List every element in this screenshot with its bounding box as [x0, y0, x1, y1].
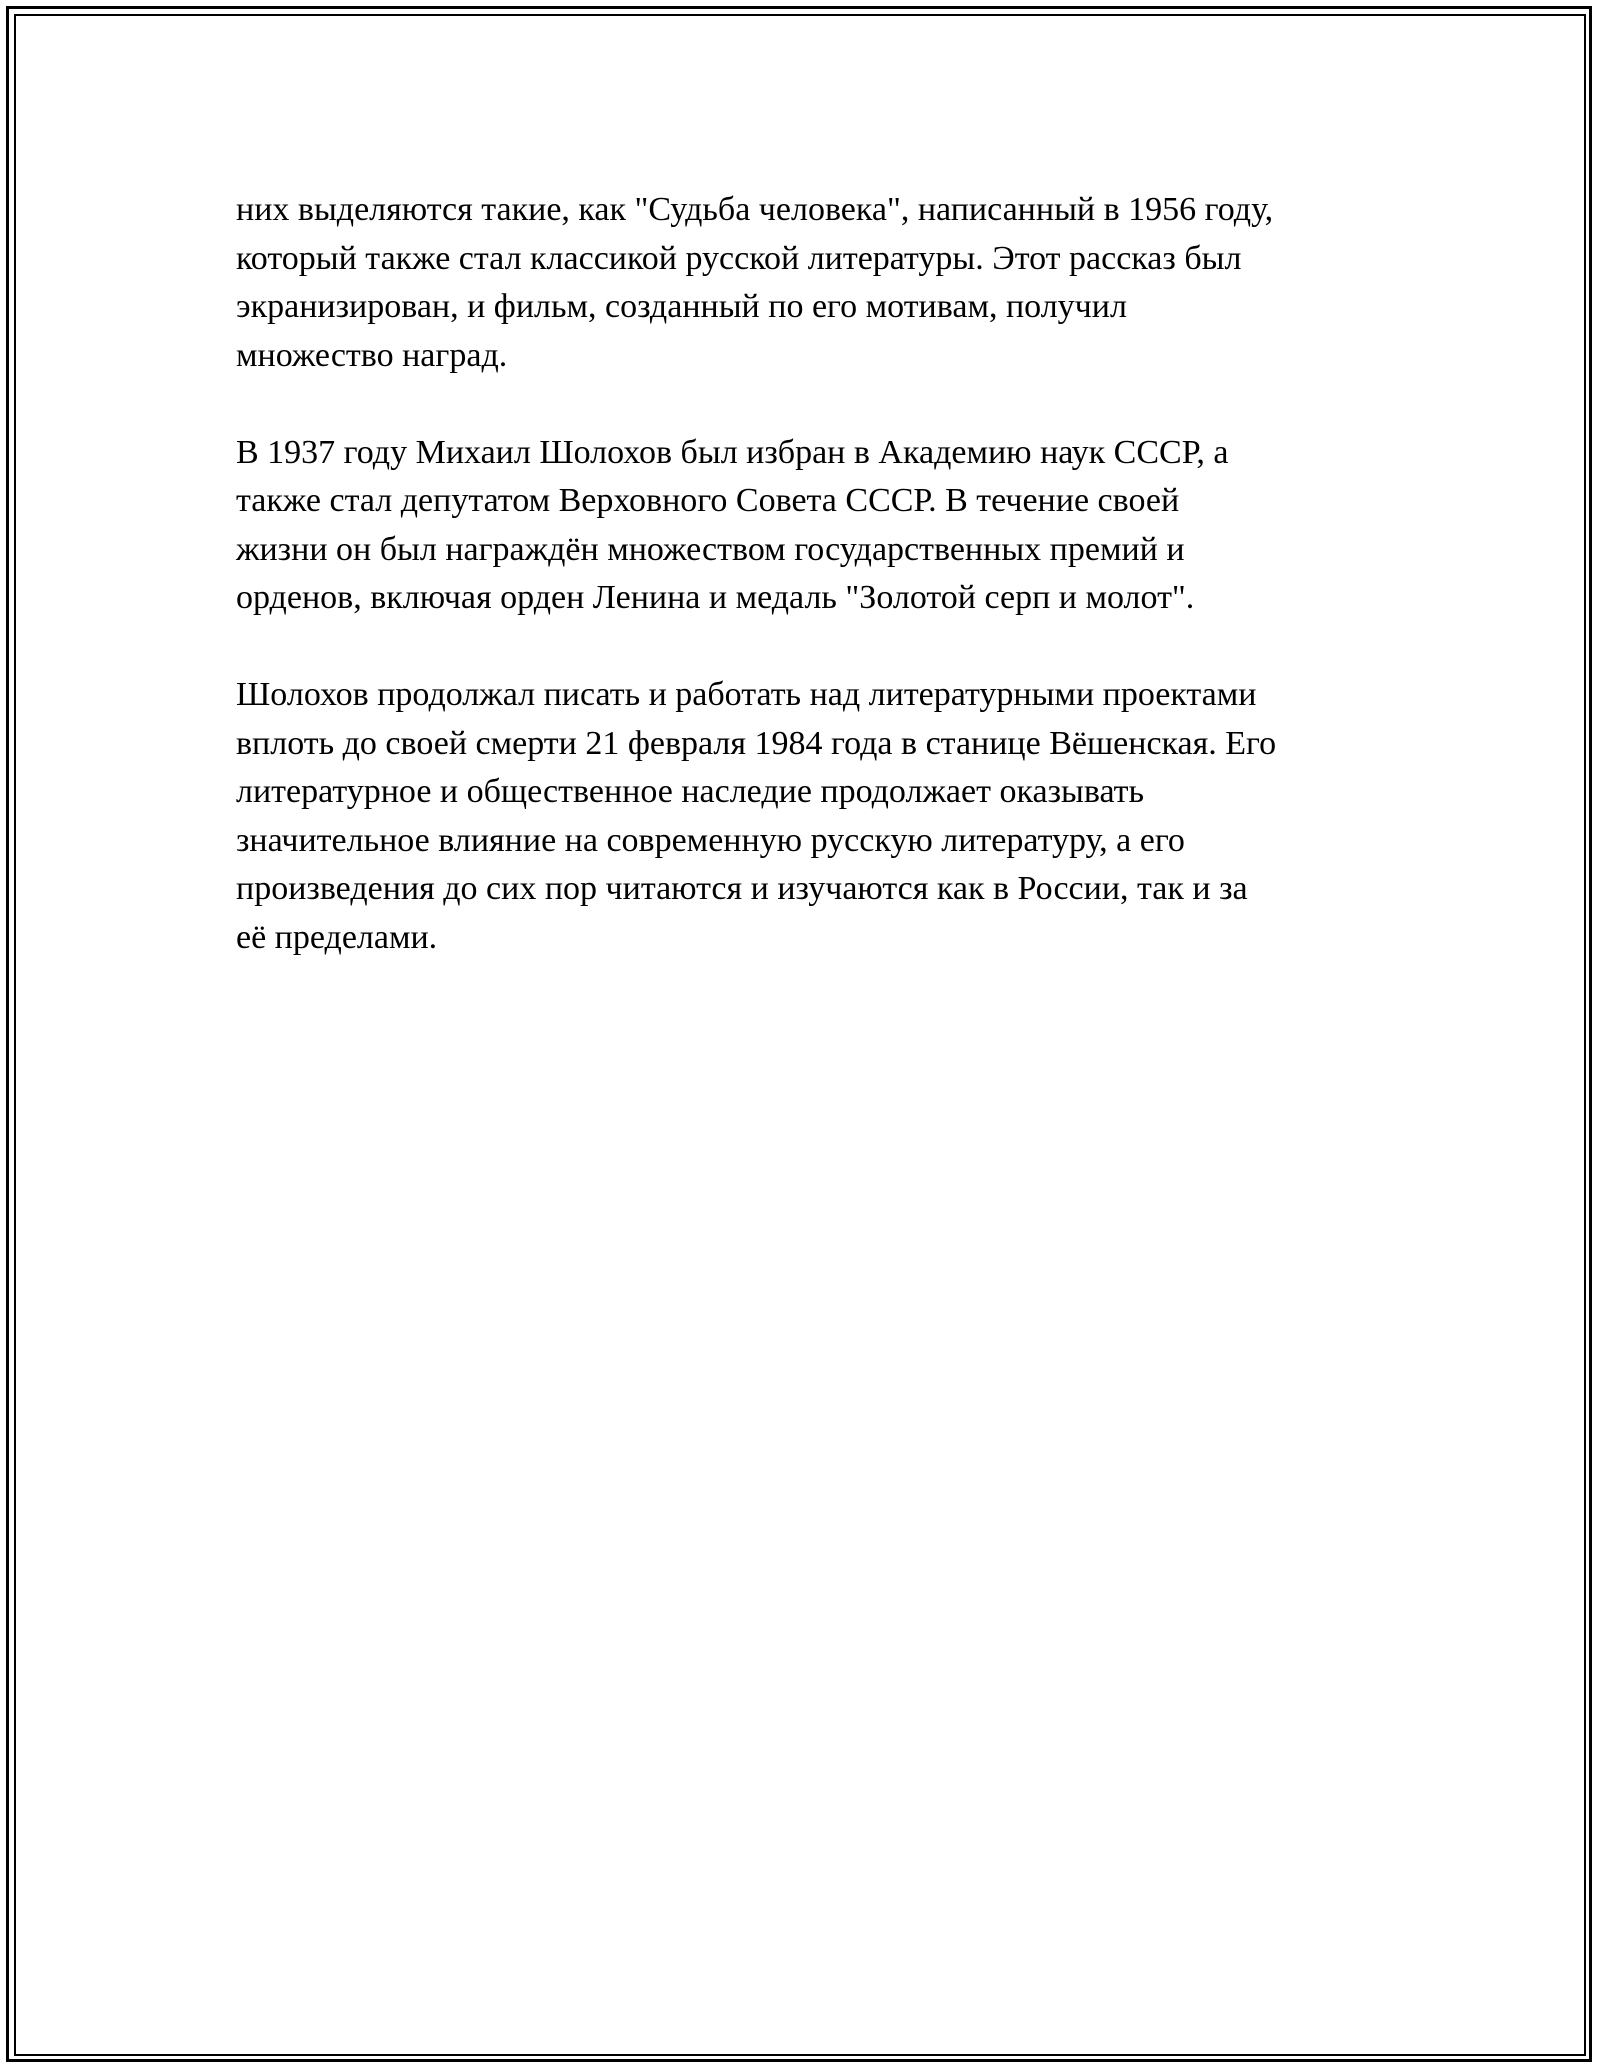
text-line: произведения до сих пор читаются и изучаются как в России, так и за [236, 870, 1248, 907]
text-line: них выделяются такие, как "Судьба человека", написанный в 1956 году, [236, 191, 1274, 228]
text-line: В 1937 году Михаил Шолохов был избран в Академию наук СССР, а [236, 433, 1229, 471]
text-line: жизни он был награждён множеством государственных премий и [236, 530, 1185, 568]
text-line: который также стал классикой русской литературы. Этот рассказ был [236, 239, 1242, 277]
document-body [236, 186, 1376, 1011]
paragraph-1 [236, 186, 1376, 380]
text-line: литературное и общественное наследие продолжает оказывать [236, 773, 1145, 810]
text-line: также стал депутатом Верховного Совета СССР. В течение своей [236, 482, 1180, 519]
text-line: орденов, включая орден Ленина и медаль "Золотой серп и молот". [236, 579, 1195, 616]
text-line: множество наград. [236, 336, 508, 374]
text-line: вплоть до своей смерти 21 февраля 1984 года в станице Вёшенская. Его [236, 724, 1277, 762]
text-line: значительное влияние на современную русскую литературу, а его [236, 821, 1185, 859]
text-line: экранизирован, и фильм, созданный по его мотивам, получил [236, 288, 1127, 325]
text-line: её пределами. [236, 918, 438, 956]
paragraph-2 [236, 429, 1376, 623]
paragraph-3 [236, 671, 1376, 962]
text-line: Шолохов продолжал писать и работать над литературными проектами [236, 676, 1257, 713]
